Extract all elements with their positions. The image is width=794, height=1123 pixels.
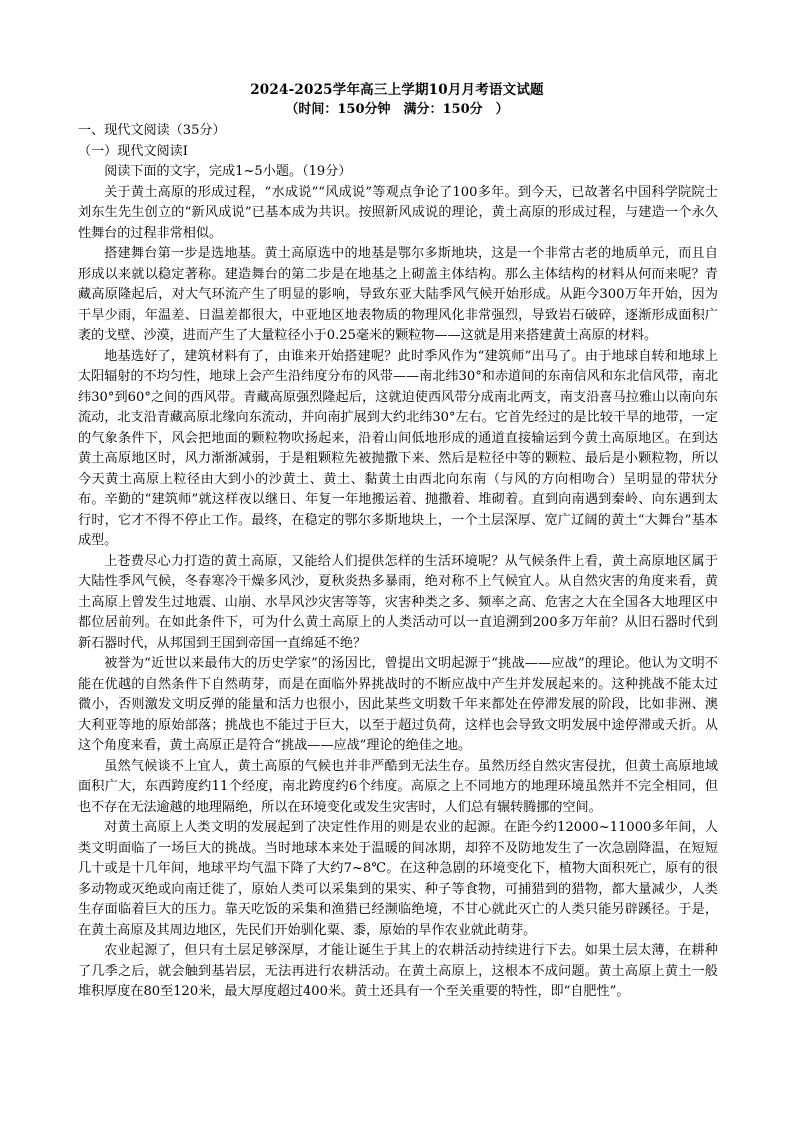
reading-section [78, 121, 718, 1003]
paragraph: 虽然气候谈不上宜人，黄土高原的气候也并非严酷到无法生存。虽然历经自然灾害侵扰，但黄土高原地域面积广大，东西跨度约11个经度，南北跨度约6个纬度。高原之上不同地方的地理环境虽然并不完全相同，但也不存在无法逾越的地理隔绝，所以在环境变化或发生灾害时，人们总有辗转腾挪的空间。 [78, 758, 718, 815]
paragraph: 上苍费尽心力打造的黄土高原，又能给人们提供怎样的生活环境呢？从气候条件上看，黄土高原地区属于大陆性季风气候，冬春寒冷干燥多风沙，夏秋炎热多暴雨，绝对称不上气候宜人。从自然灾害的角度来看，黄土高原上曾发生过地震、山崩、水旱风沙灾害等等，灾害种类之多、频率之高、危害之大在全国各大地理区中都位居前列。在如此条件下，可为什么黄土高原上的人类活动可以一直追溯到200多万年前？从旧石器时代到新石器时代，从邦国到王国到帝国一直绵延不绝？ [78, 553, 718, 651]
exam-title: 2024-2025学年高三上学期10月月考语文试题 [250, 82, 544, 98]
paragraph: 对黄土高原上人类文明的发展起到了决定性作用的则是农业的起源。在距今约12000~11000多年间，人类文明面临了一场巨大的挑战。当时地球本来处于温暖的间冰期，却猝不及防地发生了一次急剧降温，在短短几十或是十几年间，地球平均气温下降了大约7~8℃。在这种急剧的环境变化下，植物大面积死亡，原有的很多动物或灭绝或向南迁徙了，原始人类可以采集到的果实、种子等食物，可捕猎到的猎物，都大量减少，人类生存面临着巨大的压力。靠天吃饭的采集和渔猎已经濒临绝境，不甘心就此灭亡的人类只能另辟蹊径。于是，在黄土高原及其周边地区，先民们开始驯化粟、黍，原始的旱作农业就此萌芽。 [78, 820, 718, 938]
paragraph: 搭建舞台第一步是选地基。黄土高原选中的地基是鄂尔多斯地块，这是一个非常古老的地质单元，而且自形成以来就以稳定著称。建造舞台的第二步是在地基之上砌盖主体结构。那么主体结构的材料从何而来呢？青藏高原隆起后，对大气环流产生了明显的影响，导致东亚大陆季风气候开始形成。从距今300万年开始，因为干旱少雨，年温差、日温差都很大，中亚地区地表物质的物理风化非常强烈，导致岩石破碎，逐渐形成面积广袤的戈壁、沙漠，进而产生了大量粒径小于0.25毫米的颗粒物——这就是用来搭建黄土高原的材料。 [78, 246, 718, 343]
section-heading: 一、现代文阅读（35分） [78, 123, 226, 138]
reading-instruction: 阅读下面的文字，完成1~5小题。（19分） [104, 164, 352, 179]
paragraph: 关于黄土高原的形成过程，“水成说”“风成说”等观点争论了100多年。到今天，已故著名中国科学院院士刘东生先生创立的“新风成说”已基本成为共识。按照新风成说的理论，黄土高原的形成过程，与建造一个永久性舞台的过程非常相似。 [78, 184, 718, 241]
subsection-heading: （一）现代文阅读Ⅰ [78, 143, 188, 159]
paragraph: 农业起源了，但只有土层足够深厚，才能让诞生于其上的农耕活动持续进行下去。如果土层太薄，在耕种了几季之后，就会触到基岩层，无法再进行农耕活动。在黄土高原上，这根本不成问题。黄土高原上黄土一般堆积厚度在80至120米，最大厚度超过400米。黄土还具有一个至关重要的特性，即“自肥性”。 [78, 943, 718, 999]
paragraph: 被誉为“近世以来最伟大的历史学家”的汤因比，曾提出文明起源于“挑战——应战”的理论。他认为文明不能在优越的自然条件下自然萌芽，而是在面临外界挑战时的不断应战中产生并发展起来的。这种挑战不能太过微小，否则激发文明反弹的能量和活力也很小，因此某些文明数千年来都处在停滞发展的阶段，比如非洲、澳大利亚等地的原始部落；挑战也不能过于巨大，以至于超过负荷，这样也会导致文明发展中途停滞或夭折。从这个角度来看，黄土高原正是符合“挑战——应战”理论的绝佳之地。 [78, 656, 718, 753]
paragraph: 地基选好了，建筑材料有了，由谁来开始搭建呢？此时季风作为“建筑师”出马了。由于地球自转和地球上太阳辐射的不均匀性，地球上会产生沿纬度分布的风带——南北纬30°和赤道间的东南信风和东北信风带，南北纬30°到60°之间的西风带。青藏高原强烈隆起后，这就迫使西风带分成南北两支，南支沿喜马拉雅山以南向东流动，北支沿青藏高原北缘向东流动，并向南扩展到大约北纬30°左右。它首先经过的是比较干旱的地带，一定的气象条件下，风会把地面的颗粒物吹扬起来，沿着山间低地形成的通道直接输运到今黄土高原地区。在到达黄土高原地区时，风力渐渐减弱，于是粗颗粒先被抛撒下来、然后是粒径中等的颗粒、最后是小颗粒物，所以今天黄土高原上粒径由大到小的沙黄土、黄土、黏黄土由西北向东南（与风的方向相吻合）呈明显的带状分布。辛勤的“建筑师”就这样夜以继日、年复一年地搬运着、抛撒着、堆砌着。直到向南遇到秦岭、向东遇到太行时，它才不得不停止工作。最终，在稳定的鄂尔多斯地块上，一个土层深厚、宽广辽阔的黄土“大舞台”基本成型。 [78, 348, 718, 548]
exam-time-score: （时间：150分钟 满分：150分 ） [285, 102, 509, 117]
